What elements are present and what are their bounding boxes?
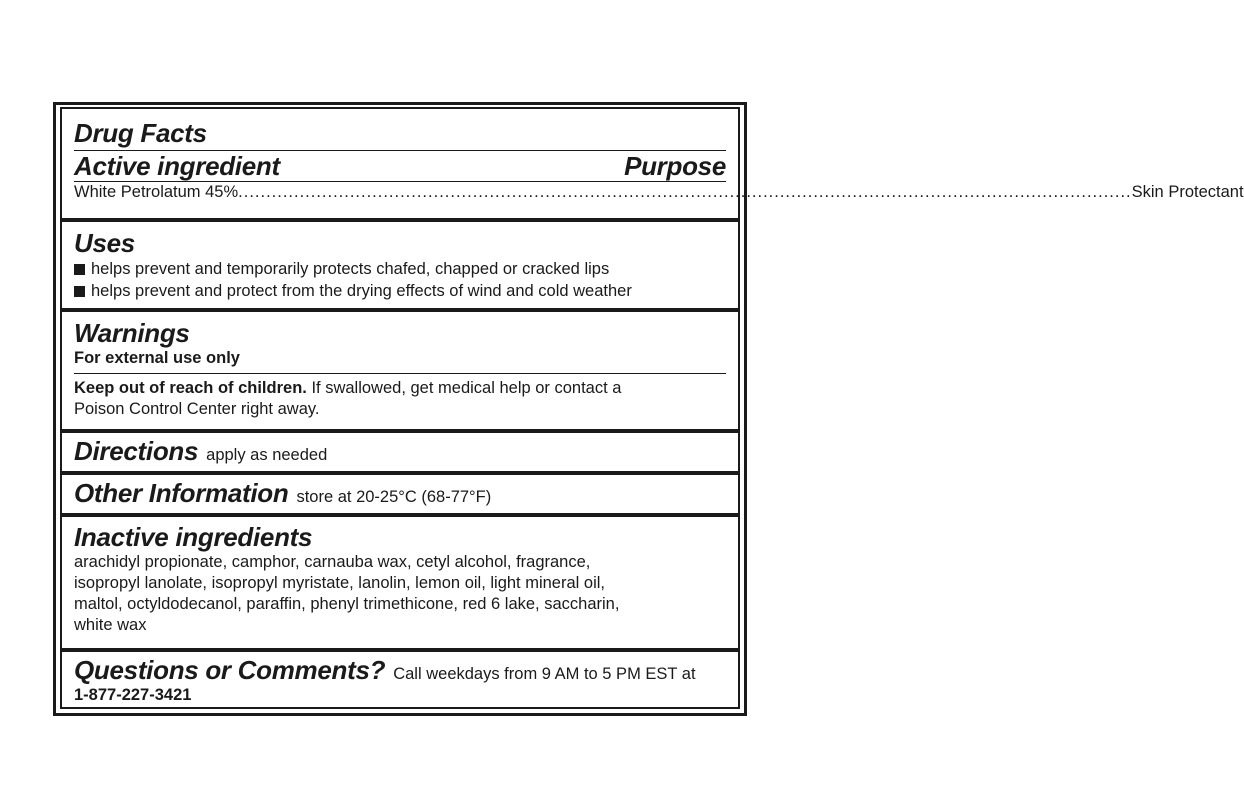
bullet-square-icon [74,264,85,275]
purpose-heading: Purpose [624,151,726,181]
keep-out-text: If swallowed, get medical help or contact a [306,379,622,397]
directions-section [60,431,740,473]
other-information-section [60,473,740,515]
other-information-row [74,478,726,508]
uses-item-text: helps prevent and temporarily protects chafed, chapped or cracked lips [91,260,610,278]
uses-item [74,258,726,280]
other-information-heading: Other Information [74,478,289,508]
active-ingredient-section [60,107,1244,220]
warnings-heading: Warnings [74,318,190,348]
active-ingredient-row [74,182,1244,203]
questions-phone: 1-877-227-3421 [74,686,192,704]
inactive-ingredients-line: maltol, octyldodecanol, paraffin, phenyl trimethicone, red 6 lake, saccharin, [74,595,620,613]
directions-heading: Directions [74,436,199,466]
questions-heading: Questions or Comments? [74,655,386,685]
active-ingredient-name: White Petrolatum 45% [74,183,239,201]
active-heading-row [74,151,726,181]
keep-out-warning [74,378,726,399]
inactive-ingredients-line: arachidyl propionate, camphor, carnauba wax, cetyl alcohol, fragrance, [74,553,591,571]
uses-heading: Uses [74,228,135,258]
dot-leader: ................................................................................................................................................................ [238,183,1132,201]
inactive-ingredients-line: white wax [74,616,147,634]
drug-facts-panel [53,102,1244,716]
active-ingredient-purpose: Skin Protectant [1131,183,1244,201]
directions-text: apply as needed [206,446,328,464]
uses-section [60,220,740,310]
uses-item-text: helps prevent and protect from the drying effects of wind and cold weather [91,282,632,300]
questions-text: Call weekdays from 9 AM to 5 PM EST at [393,665,696,683]
other-information-text: store at 20-25°C (68-77°F) [296,488,492,506]
external-use-warning: For external use only [74,349,240,367]
directions-row [74,436,726,466]
keep-out-bold-text: Keep out of reach of children. [74,379,307,397]
inactive-ingredients-heading: Inactive ingredients [74,522,313,552]
active-ingredient-heading: Active ingredient [74,151,280,181]
warnings-divider [74,373,726,374]
inactive-ingredients-section [60,515,740,650]
questions-row [74,655,726,685]
keep-out-warning-line2: Poison Control Center right away. [74,400,320,418]
uses-item [74,280,726,302]
warnings-section [60,310,740,431]
drug-facts-title: Drug Facts [74,118,207,148]
bullet-square-icon [74,286,85,297]
questions-section [60,650,740,709]
inactive-ingredients-line: isopropyl lanolate, isopropyl myristate, lanolin, lemon oil, light mineral oil, [74,574,605,592]
